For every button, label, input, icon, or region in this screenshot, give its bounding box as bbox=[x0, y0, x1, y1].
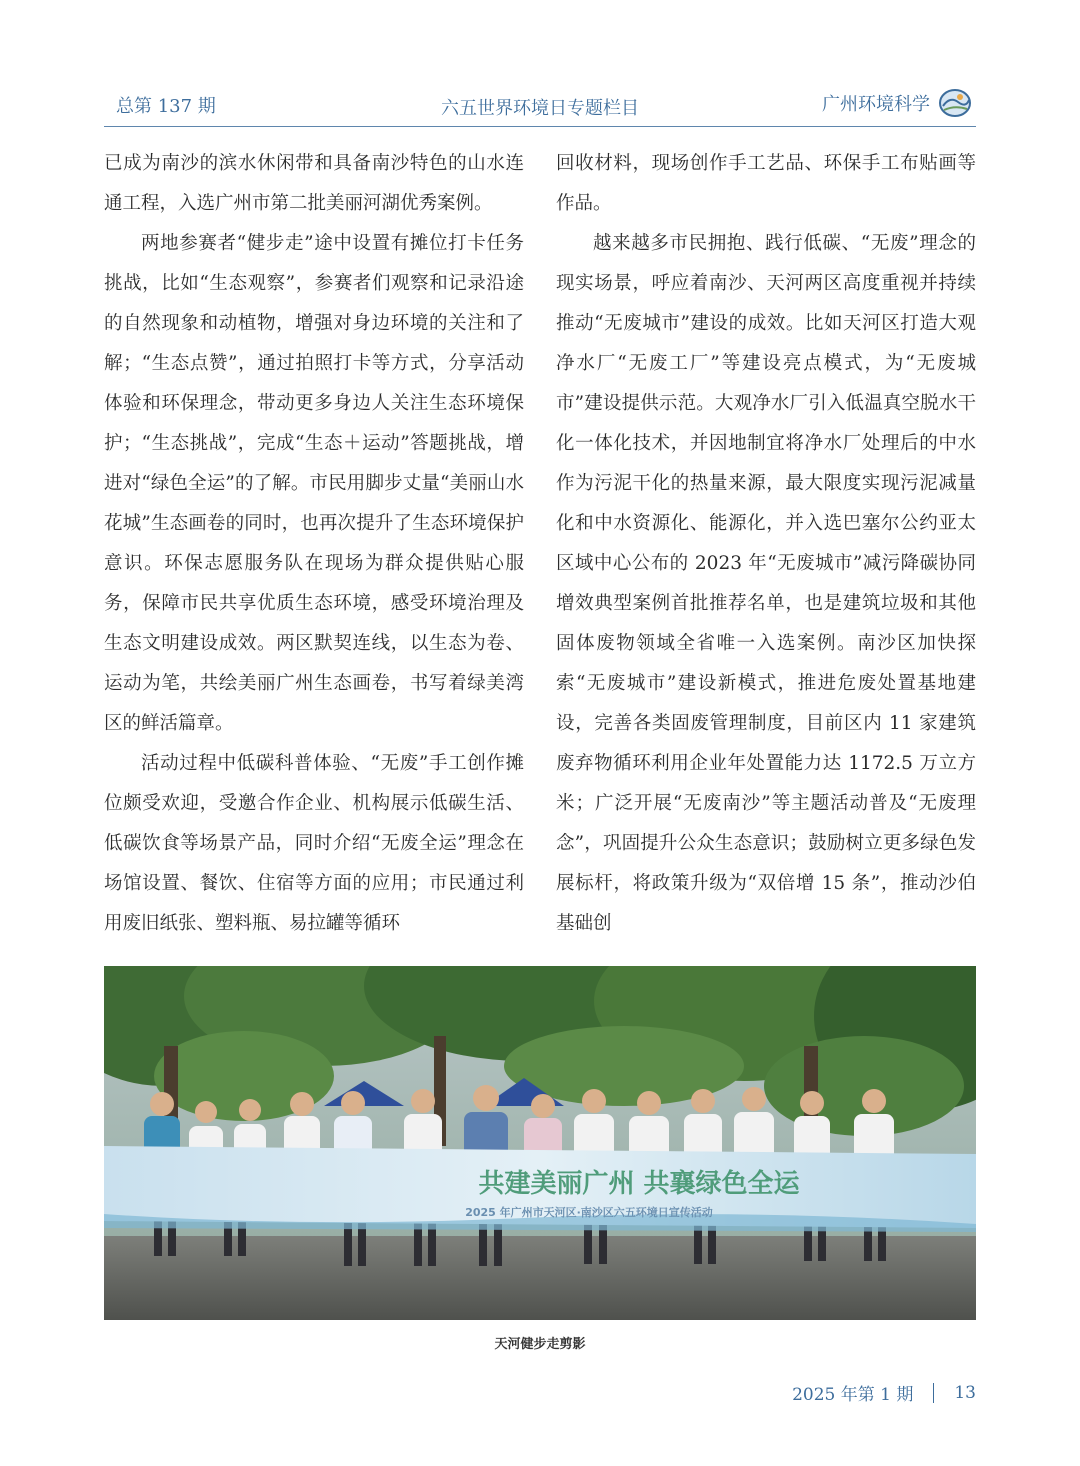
page-number: 13 bbox=[954, 1382, 976, 1403]
journal-logo-icon bbox=[938, 88, 972, 118]
photo-caption: 天河健步走剪影 bbox=[494, 1337, 586, 1352]
left-text-column bbox=[104, 144, 524, 944]
right-paragraph-2: 越来越多市民拥抱、践行低碳、“无废”理念的现实场景，呼应着南沙、天河两区高度重视并持续推动“无废城市”建设的成效。比如天河区打造大观净水厂“无废工厂”等建设亮点模式，为“无废城市”建设提供示范。大观净水厂引入低温真空脱水干化一体化技术，并因地制宜将净水厂处理后的中水作为污泥干化的热量来源，最大限度实现污泥减量化和中水资源化、能源化，并入选巴塞尔公约亚太区域中心公布的 2023 年“无废城市”减污降碳协同增效典型案例首批推荐名单，也是建筑垃圾和其他固体废物领域全省唯一入选案例。南沙区加快探索“无废城市”建设新模式，推进危废处置基地建设，完善各类固废管理制度，目前区内 11 家建筑废弃物循环利用企业年处置能力达 1172.5 万立方米；广泛开展“无废南沙”等主题活动普及“无废理念”，巩固提升公众生态意识；鼓励树立更多绿色发展标杆，将政策升级为“双倍增 15 条”，推动沙伯基础创 bbox=[556, 233, 976, 934]
journal-brand bbox=[822, 88, 972, 118]
banner-main-slogan: 共建美丽广州 共襄绿色全运 bbox=[478, 1169, 800, 1199]
footer-issue: 2025 年第 1 期 bbox=[792, 1385, 914, 1405]
issue-number: 总第 137 期 bbox=[116, 96, 216, 117]
page-footer bbox=[792, 1380, 976, 1405]
section-title: 六五世界环境日专题栏目 bbox=[441, 98, 639, 119]
group-photo-illustration bbox=[104, 966, 976, 1320]
left-paragraph-2: 两地参赛者“健步走”途中设置有摊位打卡任务挑战，比如“生态观察”，参赛者们观察和记录沿途的自然现象和动植物，增强对身边环境的关注和了解；“生态点赞”，通过拍照打卡等方式，分享活动体验和环保理念，带动更多身边人关注生态环境保护；“生态挑战”，完成“生态＋运动”答题挑战，增进对“绿色全运”的了解。市民用脚步丈量“美丽山水花城”生态画卷的同时，也再次提升了生态环境保护意识。环保志愿服务队在现场为群众提供贴心服务，保障市民共享优质生态环境，感受环境治理及生态文明建设成效。两区默契连线，以生态为卷、运动为笔，共绘美丽广州生态画卷，书写着绿美湾区的鲜活篇章。 bbox=[104, 233, 524, 734]
left-paragraph-3: 活动过程中低碳科普体验、“无废”手工创作摊位颇受欢迎，受邀合作企业、机构展示低碳生活、低碳饮食等场景产品，同时介绍“无废全运”理念在场馆设置、餐饮、住宿等方面的应用；市民通过利用废旧纸张、塑料瓶、易拉罐等循环 bbox=[104, 753, 524, 934]
footer-divider bbox=[933, 1383, 934, 1403]
page-header bbox=[104, 84, 976, 127]
journal-name: 广州环境科学 bbox=[822, 94, 930, 115]
event-group-photo bbox=[104, 966, 976, 1320]
right-text-column bbox=[556, 144, 976, 944]
banner-subtitle: 2025 年广州市天河区·南沙区六五环境日宣传活动 bbox=[465, 1206, 713, 1219]
left-paragraph-1: 已成为南沙的滨水休闲带和具备南沙特色的山水连通工程，入选广州市第二批美丽河湖优秀案例。 bbox=[104, 153, 524, 214]
right-paragraph-1: 回收材料，现场创作手工艺品、环保手工布贴画等作品。 bbox=[556, 153, 976, 214]
